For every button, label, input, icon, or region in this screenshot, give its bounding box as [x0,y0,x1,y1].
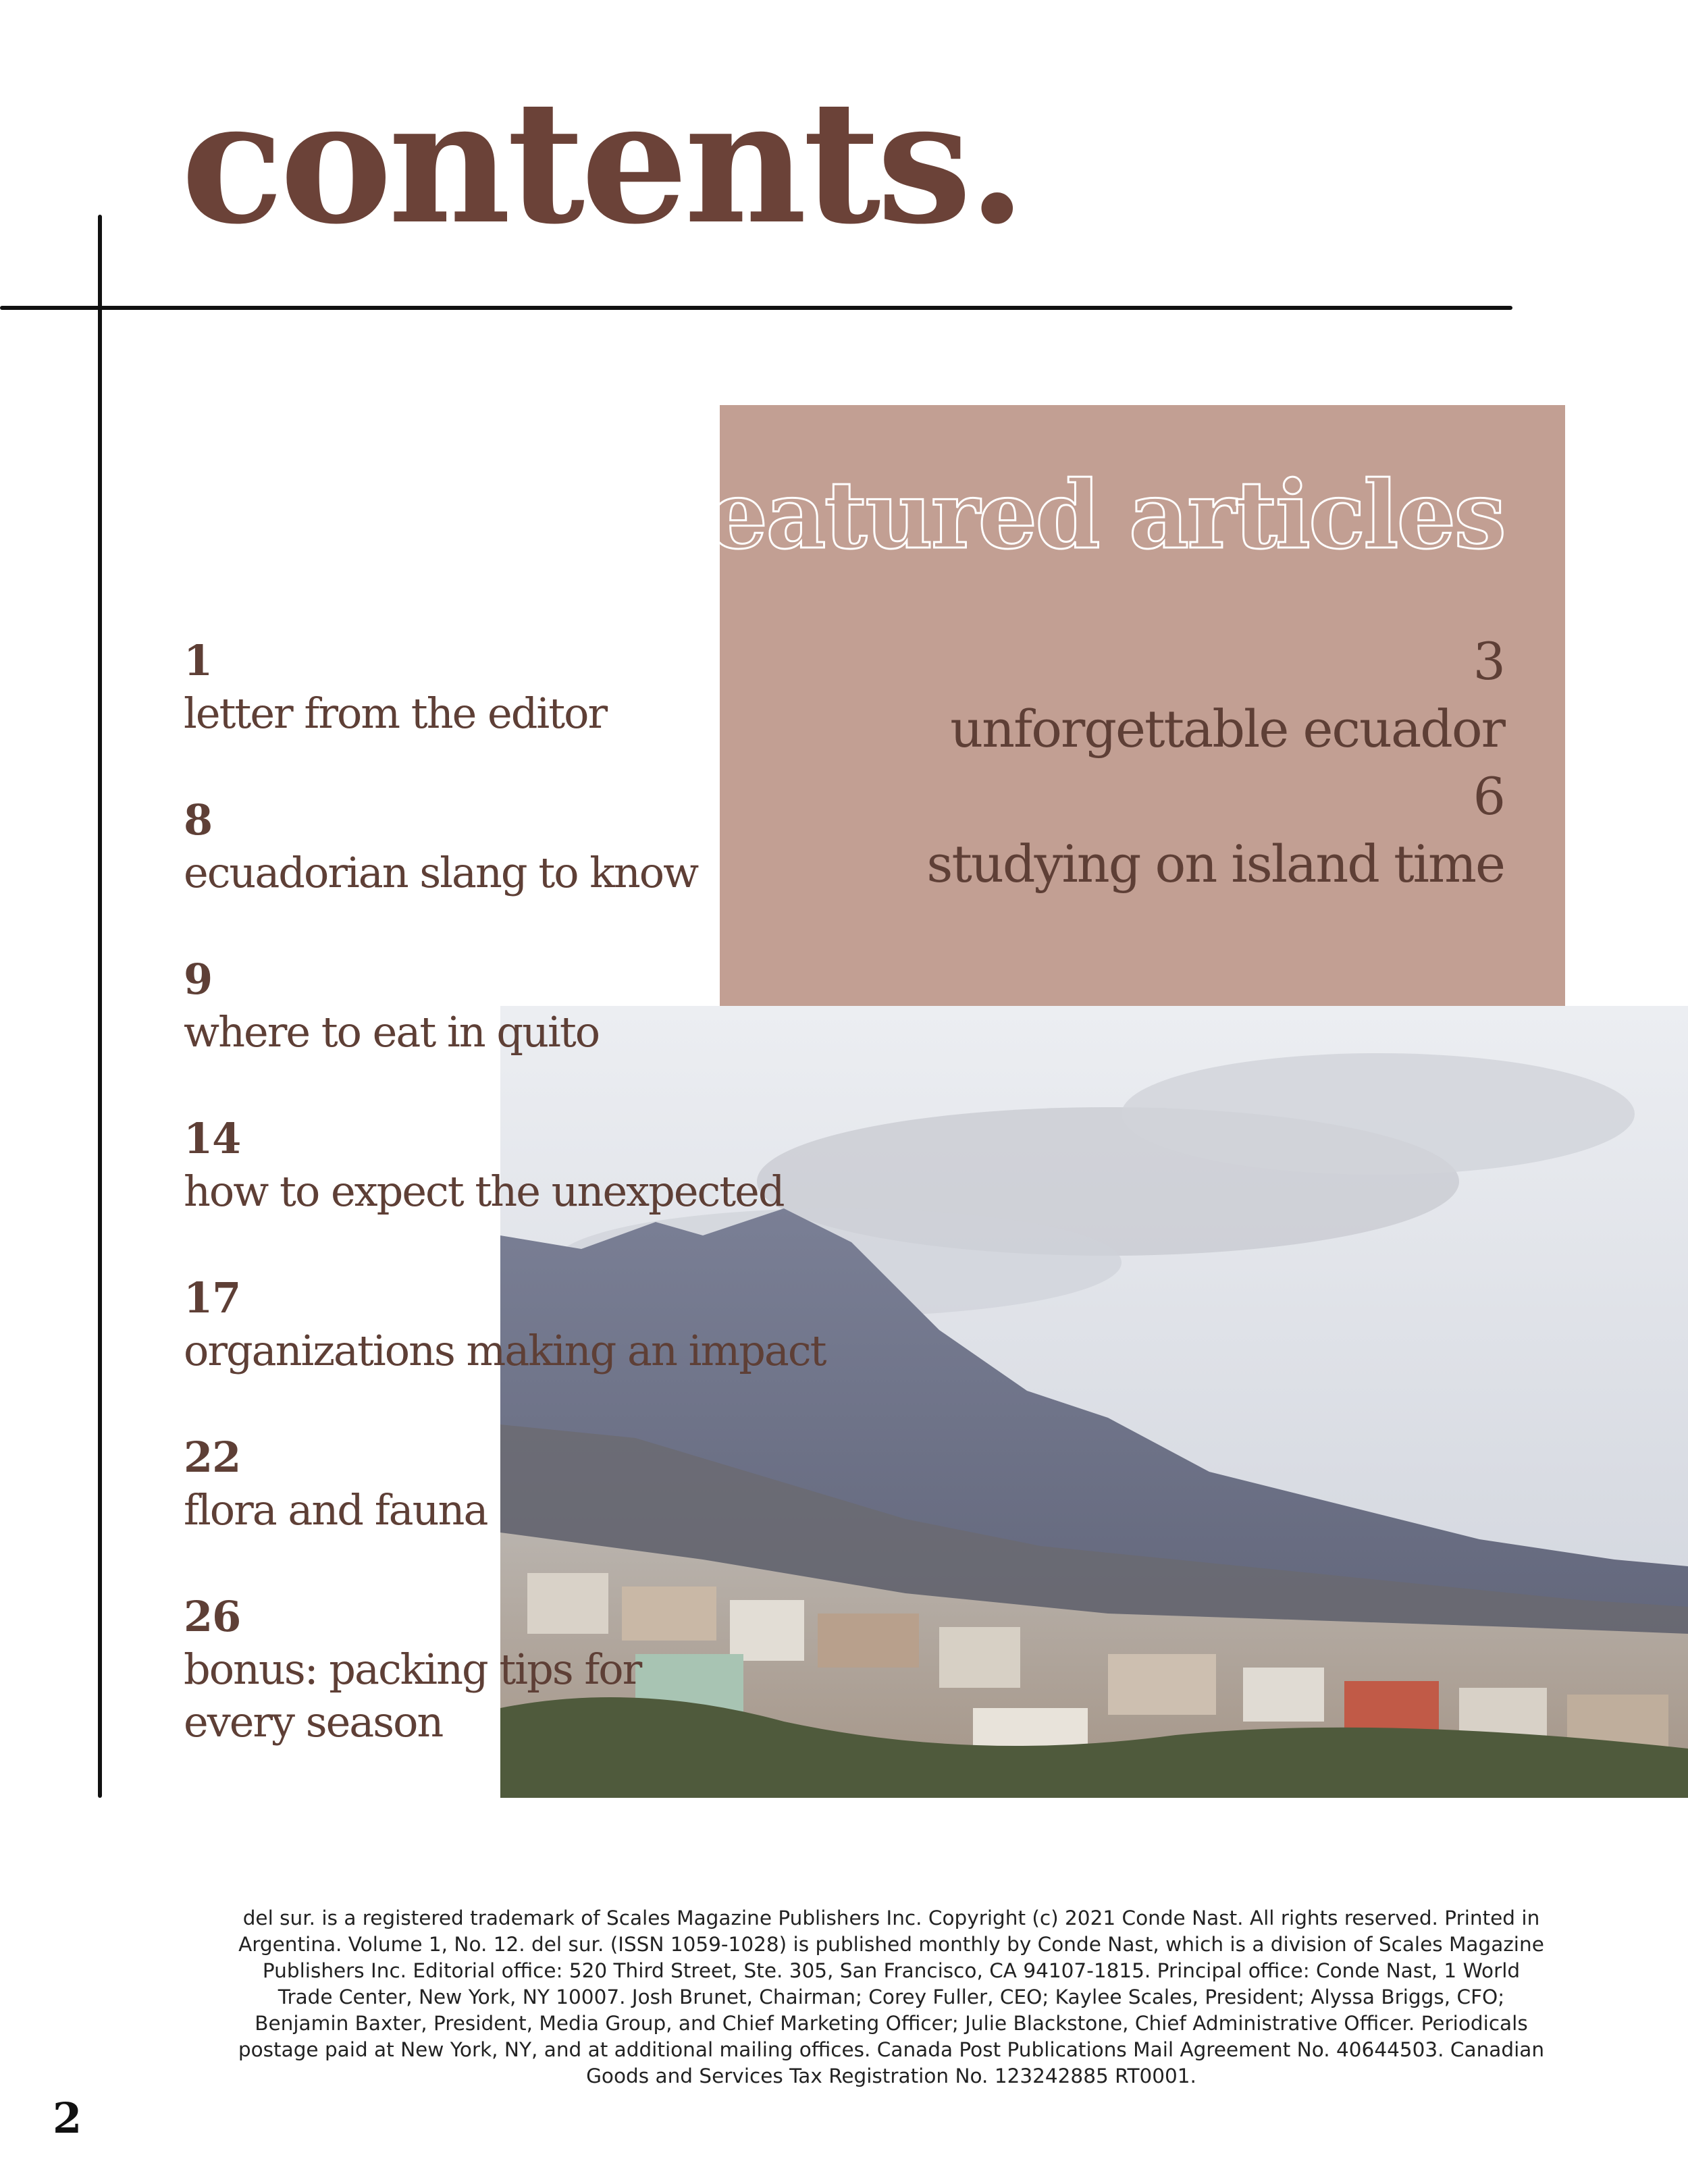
toc-page-number: 22 [184,1433,241,1482]
toc-title: organizations making an impact [184,1326,826,1375]
toc-title: how to expect the unexpected [184,1167,784,1216]
vertical-rule [98,215,102,1798]
featured-item[interactable] [926,763,1504,898]
featured-item[interactable] [926,628,1504,763]
toc-title: where to eat in quito [184,1007,600,1057]
toc-title: bonus: packing tips for every season [184,1645,641,1747]
toc-entry[interactable] [184,1113,784,1218]
featured-title: studying on island time [926,834,1504,894]
toc-entry[interactable] [184,953,599,1059]
toc-page-number: 1 [184,636,213,685]
page-number: 2 [53,2094,82,2143]
toc-page-number: 17 [184,1273,241,1323]
copyright-notice: del sur. is a registered trademark of Scales Magazine Publishers Inc. Copyright (c) 2021 Conde Nast. All rights reserved. Printed in Argentina. Volume 1, No. 12. del sur. (ISSN 1059-1028) is published monthly by Conde Nast, which is a division of Scales Magazine Publishers Inc. Editorial office: 520 Third Street, Ste. 305, San Francisco, CA 94107-1815. Principal office: Conde Nast, 1 World Trade Center, New York, NY 10007. Josh Brunet, Chairman; Corey Fuller, CEO; Kaylee Scales, President; Alyssa Briggs, CFO; Benjamin Baxter, President, Media Group, and Chief Marketing Officer; Julie Blackstone, Chief Administrative Officer. Periodicals postage paid at New York, NY, and at additional mailing offices. Canada Post Publications Mail Agreement No. 40644503. Canadian Goods and Services Tax Registration No. 123242885 RT0001. [238,1907,1545,2087]
toc-entry[interactable] [184,1591,697,1749]
toc-title: flora and fauna [184,1485,487,1535]
toc-entry[interactable] [184,635,606,740]
toc-page-number: 26 [184,1592,241,1641]
toc-title: letter from the editor [184,689,607,738]
toc-entry[interactable] [184,1272,826,1377]
featured-page-number: 6 [1473,766,1504,826]
toc-entry[interactable] [184,1431,487,1537]
toc-page-number: 8 [184,795,213,845]
featured-page-number: 3 [1473,631,1504,691]
featured-title: unforgettable ecuador [950,699,1504,759]
page-title: contents. [181,63,1023,261]
toc-page-number: 14 [184,1114,241,1163]
featured-heading: featured articles [670,460,1504,570]
featured-articles-box [670,405,1565,1006]
toc-entry[interactable] [184,794,697,899]
horizontal-rule [0,306,1512,310]
toc-title: ecuadorian slang to know [184,848,698,897]
toc-page-number: 9 [184,955,213,1004]
featured-list [926,628,1504,898]
